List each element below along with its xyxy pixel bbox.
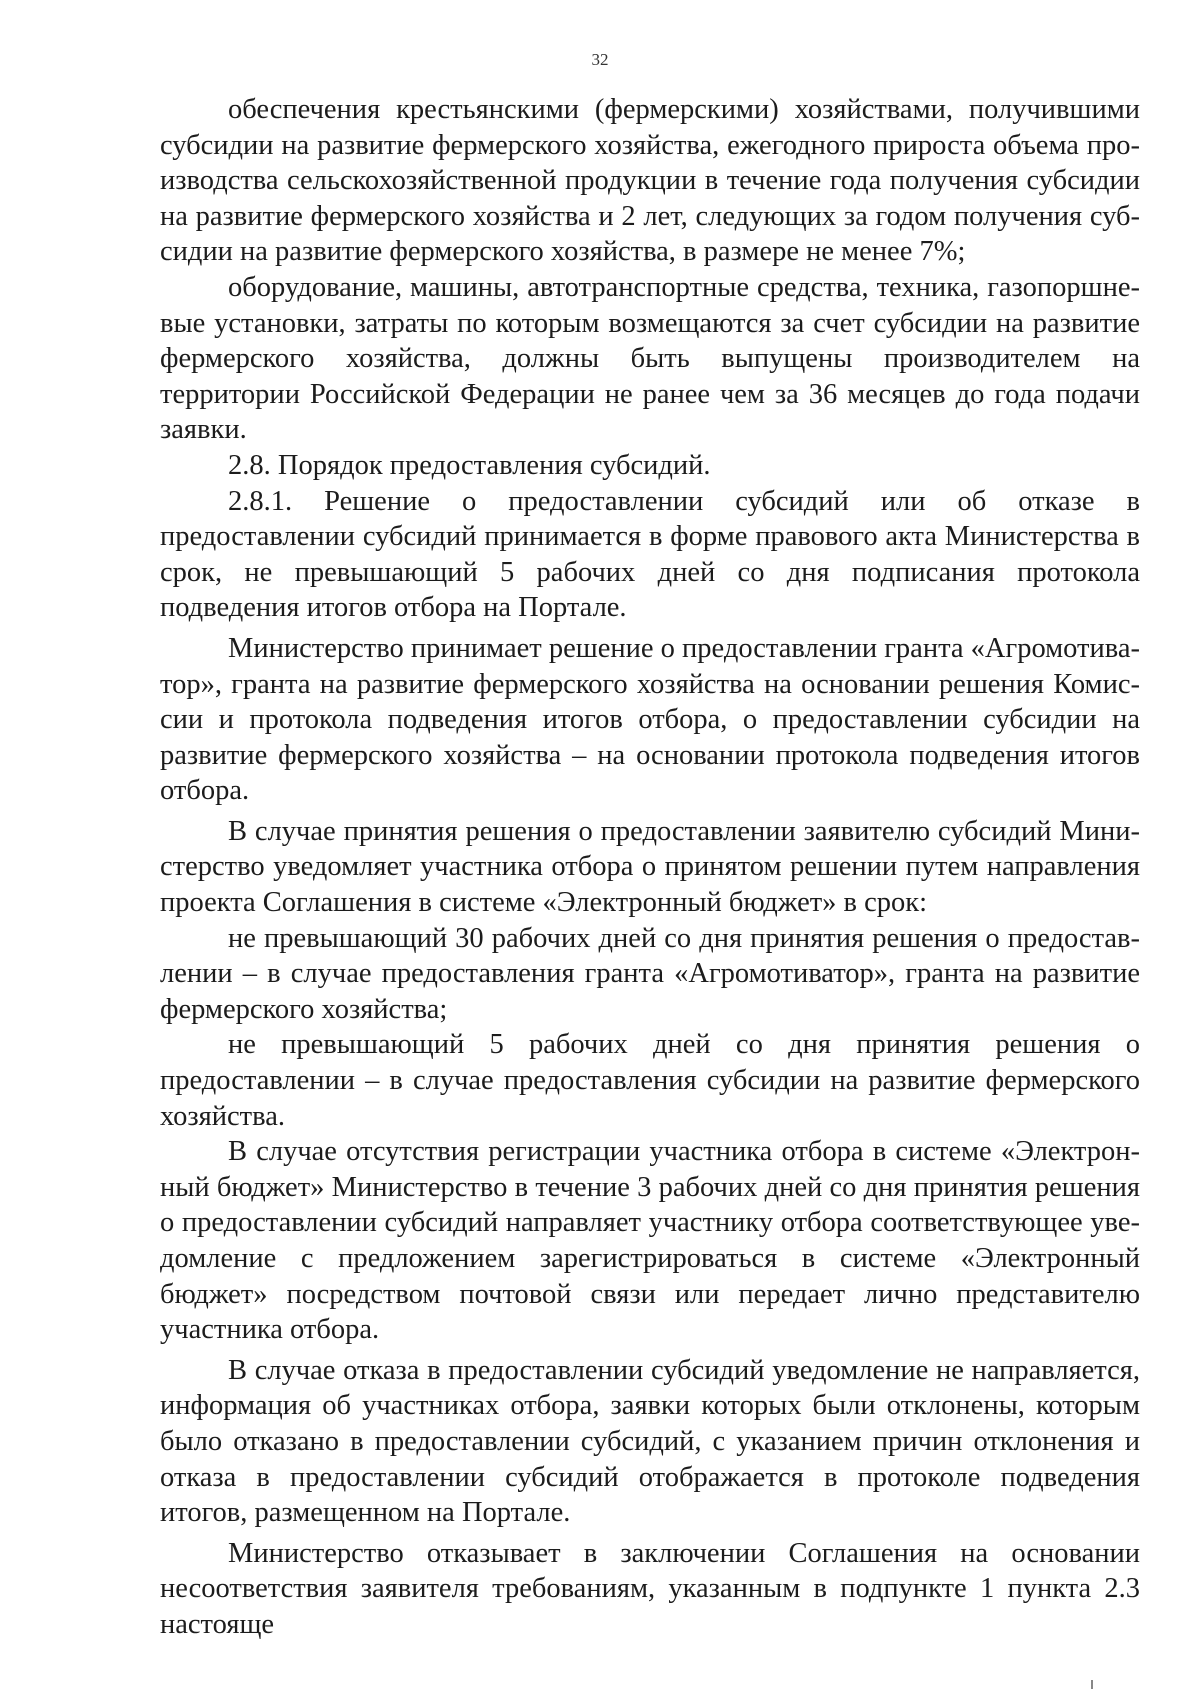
paragraph-equipment-requirement: оборудование, машины, автотранспортные средства, техника, газопоршневые установки, затраты по которым возмещаются за счет субсидии на развитие фермерского хозяйства, должны быть выпущены производителем на территории Российской Федерации не ранее чем за 36 месяцев до года подачи заявки. bbox=[160, 271, 1140, 446]
paragraph-continuation: обеспечения крестьянскими (фермерскими) хозяйствами, получившими субсидии на развитие фермерского хозяйства, ежегодного прироста объема производства сельскохозяйственной продукции в течение года получения субсидии на развитие фермерского хозяйства и 2 лет, следующих за годом получения субсидии на развитие фермерского хозяйства, в размере не менее 7%; bbox=[160, 94, 1140, 268]
scan-speck bbox=[1091, 1680, 1093, 1689]
paragraph-notification: В случае принятия решения о предоставлении заявителю субсидий Министерство уведомляет участника отбора о принятом решении путем направления проекта Соглашения в системе «Электронный бюджет» в срок: bbox=[160, 815, 1140, 919]
paragraph-refusal: В случае отказа в предоставлении субсидий уведомление не направляется, информация об участниках отбора, заявки которых были отклонены, которым было отказано в предоставлении субсидий, с указанием причин отклонения и отказа в предоставлении субсидий отображается в протоколе подведения итогов, размещенном на Портале. bbox=[160, 1354, 1140, 1529]
document-body bbox=[160, 92, 1140, 1643]
paragraph-5-days: не превышающий 5 рабочих дней со дня принятия решения о предоставлении – в случае предоставления субсидии на развитие фермерского хозяйства. bbox=[160, 1029, 1140, 1132]
page-number: 32 bbox=[591, 50, 609, 69]
paragraph-agreement-refusal: Министерство отказывает в заключении Соглашения на основании несоответствия заявителя требованиям, указанным в подпункте 1 пункта 2.3 настояще bbox=[160, 1537, 1140, 1640]
section-heading-2-8: 2.8. Порядок предоставления субсидий. bbox=[228, 449, 711, 481]
paragraph-no-registration: В случае отсутствия регистрации участника отбора в системе «Электронный бюджет» Министерство в течение 3 рабочих дней со дня принятия решения о предоставлении субсидий направляет участнику отбора соответствующее уведомление с предложением зарегистрироваться в системе «Электронный бюджет» посредством почтовой связи или передает лично представителю участника отбора. bbox=[160, 1136, 1140, 1346]
paragraph-30-days: не превышающий 30 рабочих дней со дня принятия решения о предоставлении – в случае предоставления гранта «Агромотиватор», гранта на развитие фермерского хозяйства; bbox=[160, 922, 1140, 1025]
paragraph-ministry-decision: Министерство принимает решение о предоставлении гранта «Агромотиватор», гранта на развитие фермерского хозяйства на основании решения Комиссии и протокола подведения итогов отбора, о предоставлении субсидии на развитие фермерского хозяйства – на основании протокола подведения итогов отбора. bbox=[160, 632, 1140, 807]
paragraph-2-8-1: 2.8.1. Решение о предоставлении субсидий или об отказе в предоставлении субсидий принимается в форме правового акта Министерства в срок, не превышающий 5 рабочих дней со дня подписания протокола подведения итогов отбора на Портале. bbox=[160, 485, 1140, 624]
